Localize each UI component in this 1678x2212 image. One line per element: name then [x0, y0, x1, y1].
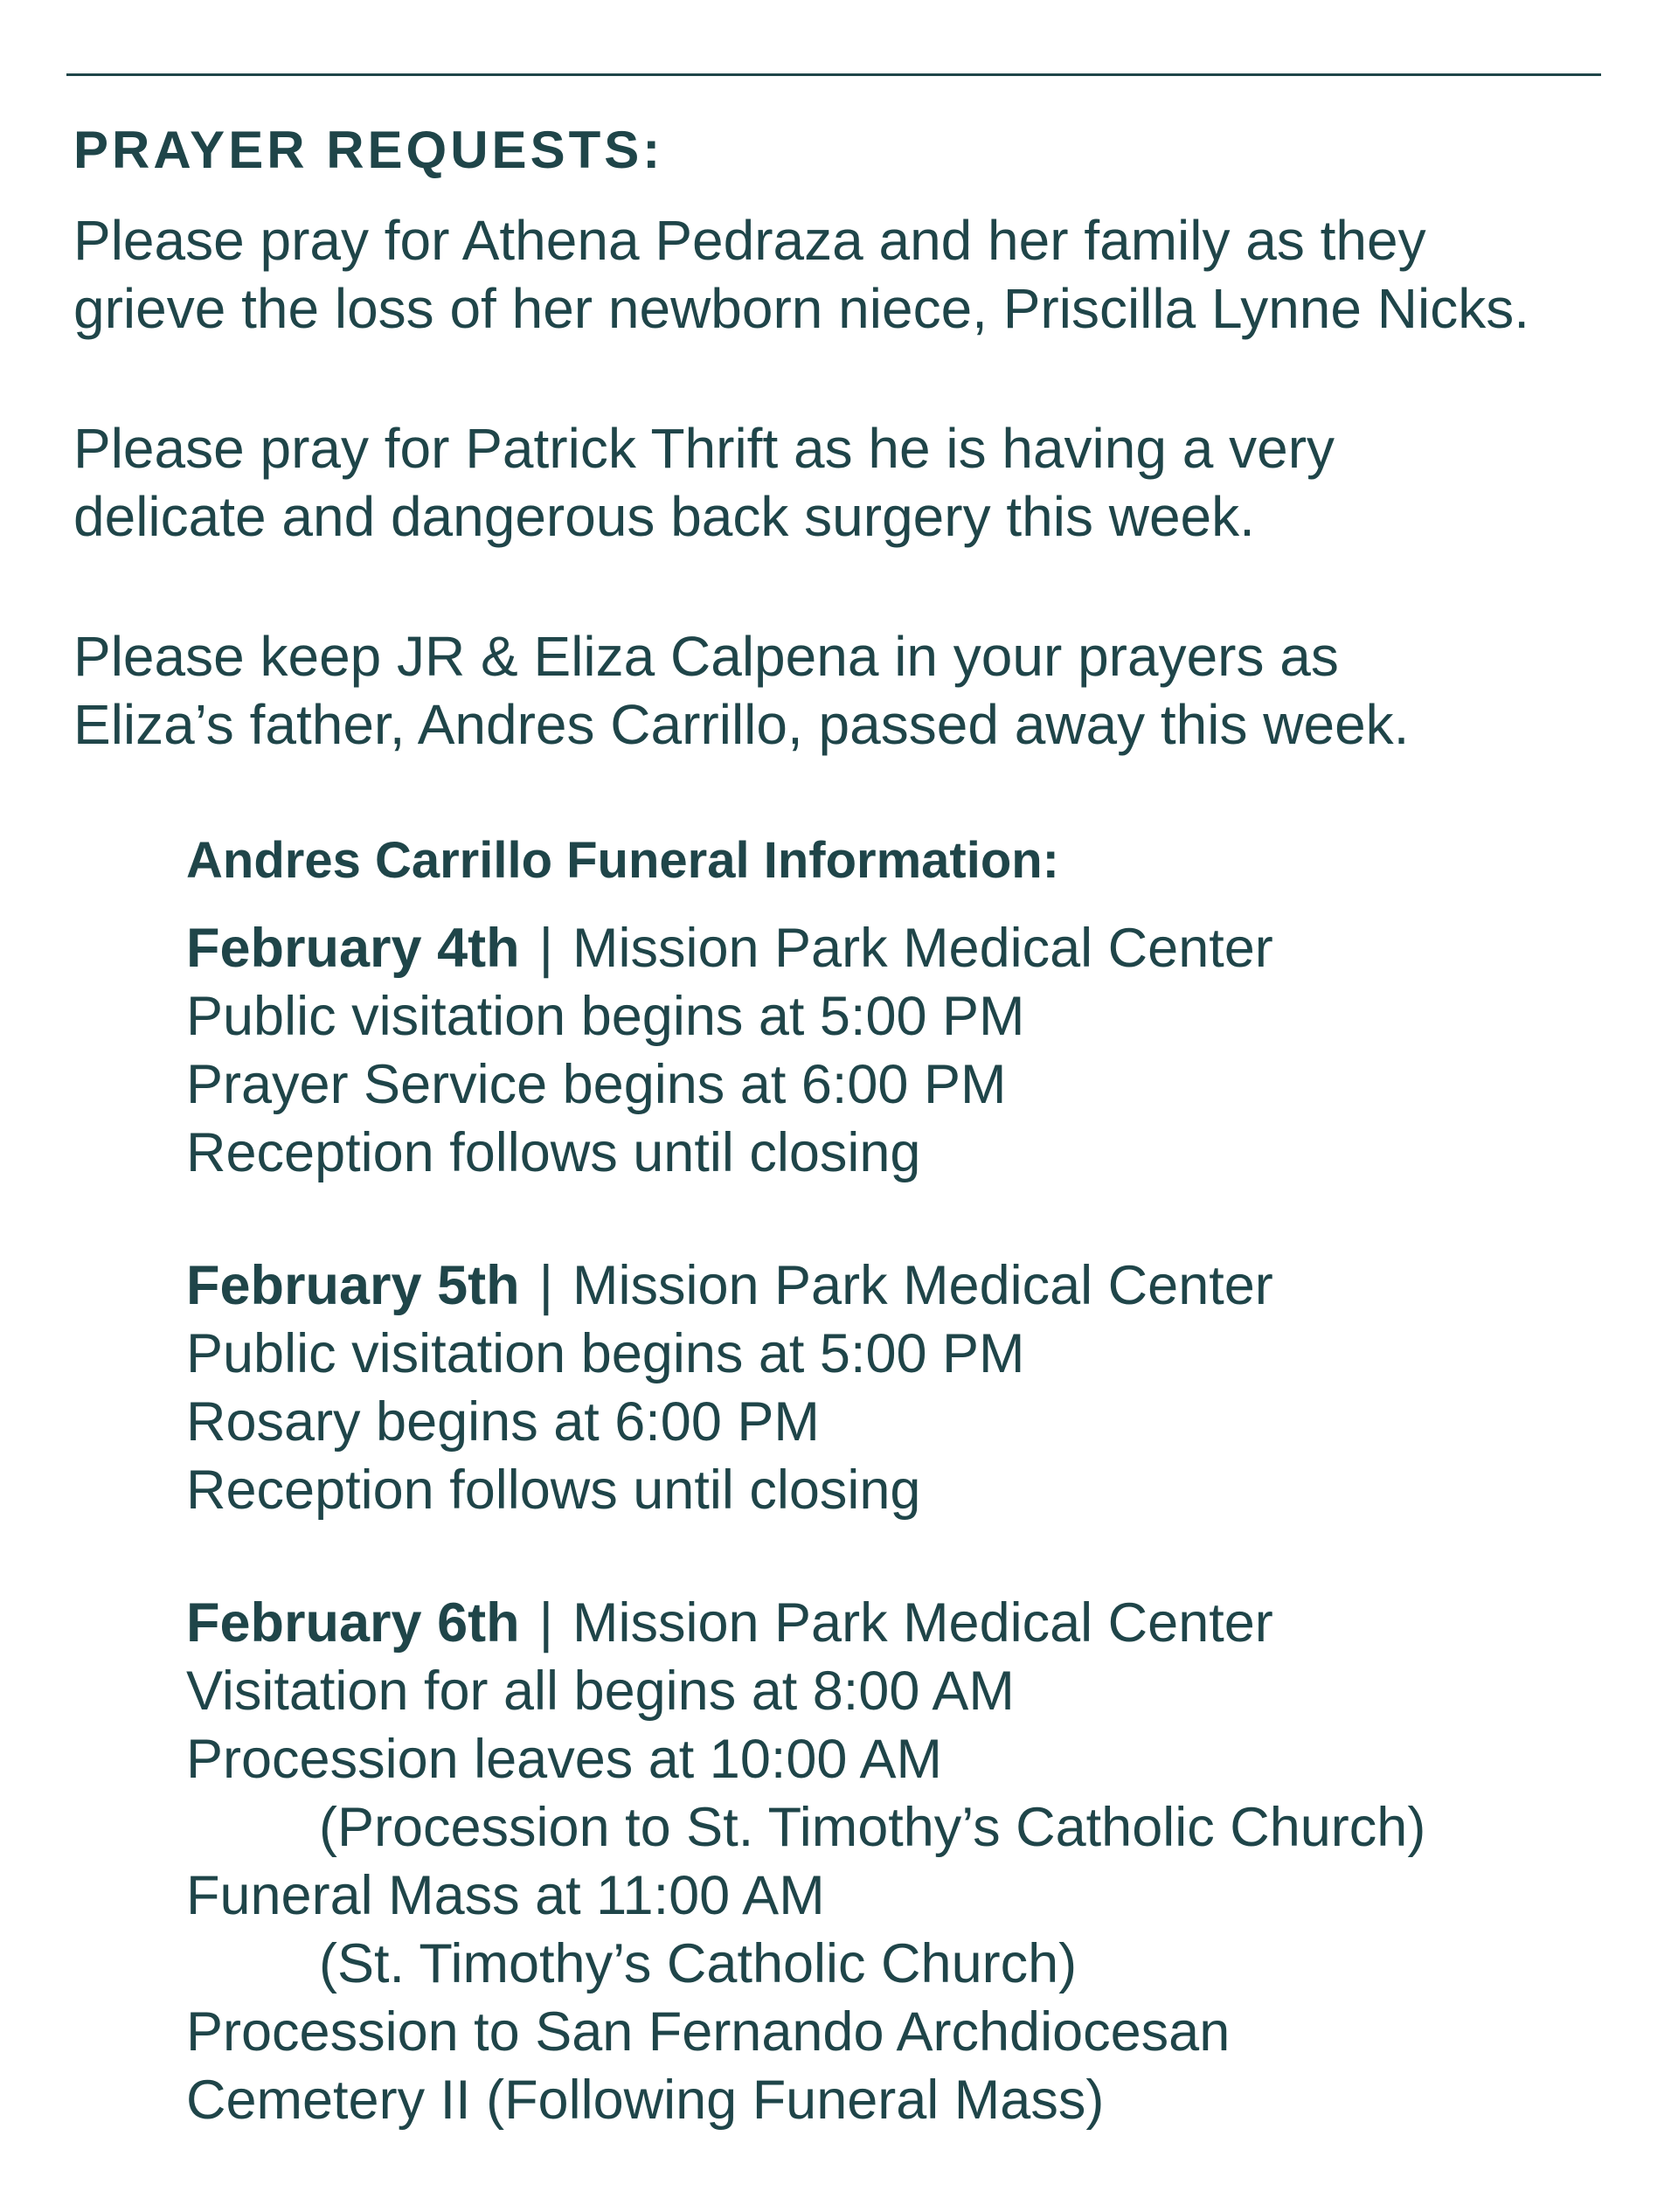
prayer-request — [73, 414, 1647, 551]
schedule-note: (Procession to St. Timothy’s Catholic Church) — [319, 1797, 1426, 1858]
schedule-line: Visitation for all begins at 8:00 AM — [186, 1661, 1015, 1722]
schedule-line: Public visitation begins at 5:00 PM — [186, 986, 1025, 1047]
schedule-line: Funeral Mass at 11:00 AM — [186, 1865, 825, 1926]
funeral-day-feb-6 — [186, 1589, 1637, 2134]
prayer-request-line: Please pray for Athena Pedraza and her family as they — [73, 209, 1426, 272]
top-divider — [66, 73, 1601, 76]
schedule-line: Procession leaves at 10:00 AM — [186, 1729, 942, 1790]
separator: | — [538, 1592, 553, 1654]
day-header — [186, 1589, 1637, 1657]
day-location: Mission Park Medical Center — [572, 1255, 1273, 1316]
day-header — [186, 1252, 1637, 1320]
schedule-line: Reception follows until closing — [186, 1460, 921, 1521]
funeral-information-title: Andres Carrillo Funeral Information: — [186, 832, 1059, 889]
prayer-request — [73, 622, 1647, 759]
prayer-request-line: delicate and dangerous back surgery this week. — [73, 485, 1255, 548]
funeral-day-feb-4 — [186, 914, 1637, 1187]
prayer-request-line: Eliza’s father, Andres Carrillo, passed away this week. — [73, 693, 1410, 756]
schedule-note: (St. Timothy’s Catholic Church) — [319, 1933, 1078, 1994]
prayer-requests-list — [73, 206, 1647, 830]
funeral-information — [186, 829, 1637, 2134]
schedule-line: Cemetery II (Following Funeral Mass) — [186, 2070, 1105, 2131]
prayer-request-line: Please keep JR & Eliza Calpena in your prayers as — [73, 625, 1339, 688]
prayer-request-line: Please pray for Patrick Thrift as he is having a very — [73, 417, 1335, 480]
day-date: February 4th — [186, 918, 520, 979]
separator: | — [538, 1255, 553, 1316]
schedule-line: Public visitation begins at 5:00 PM — [186, 1323, 1025, 1384]
schedule-line: Reception follows until closing — [186, 1122, 921, 1183]
day-location: Mission Park Medical Center — [572, 918, 1273, 979]
schedule-line: Procession to San Fernando Archdiocesan — [186, 2001, 1231, 2063]
prayer-requests-heading: PRAYER REQUESTS: — [73, 121, 664, 179]
funeral-day-feb-5 — [186, 1252, 1637, 1524]
prayer-request — [73, 206, 1647, 343]
day-location: Mission Park Medical Center — [572, 1592, 1273, 1654]
day-date: February 6th — [186, 1592, 520, 1654]
schedule-line: Rosary begins at 6:00 PM — [186, 1391, 820, 1453]
separator: | — [538, 918, 553, 979]
prayer-request-line: grieve the loss of her newborn niece, Priscilla Lynne Nicks. — [73, 277, 1529, 340]
schedule-line: Prayer Service begins at 6:00 PM — [186, 1054, 1007, 1115]
day-date: February 5th — [186, 1255, 520, 1316]
day-header — [186, 914, 1637, 982]
